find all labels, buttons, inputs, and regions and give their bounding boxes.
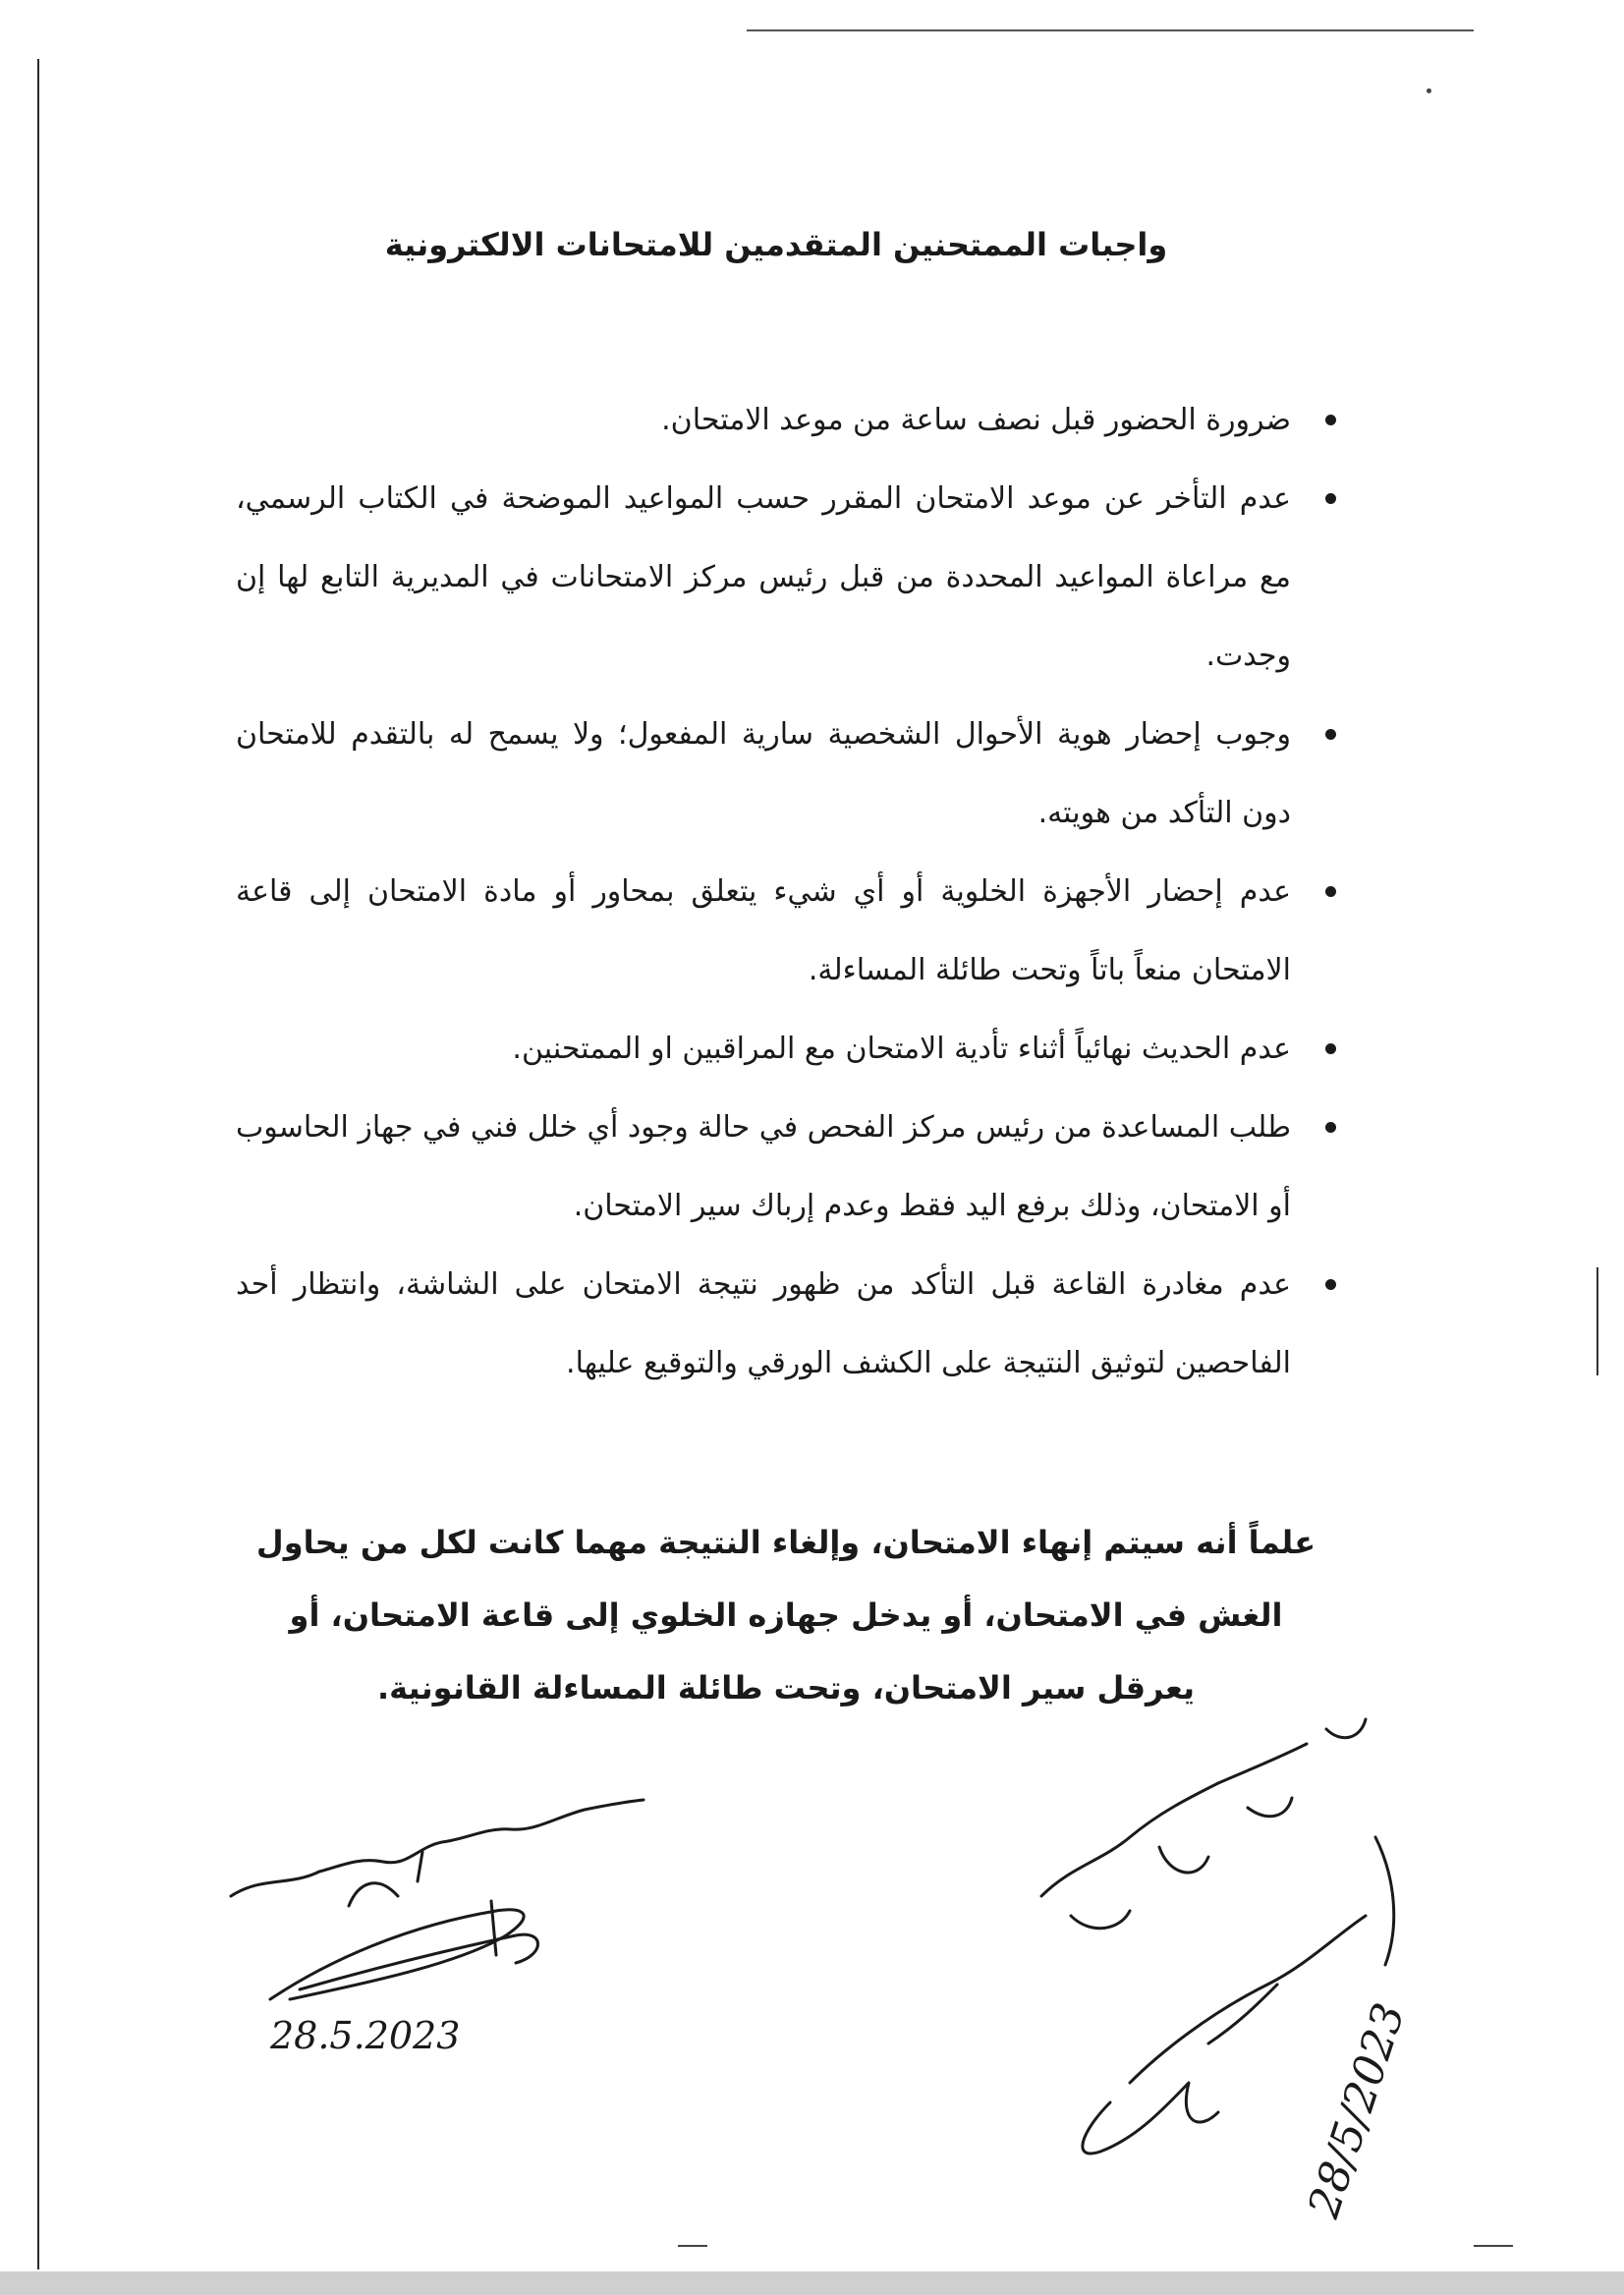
duty-text: عدم التأخر عن موعد الامتحان المقرر حسب المواعيد الموضحة في الكتاب الرسمي، مع مراعاة المواعيد المحددة من قبل رئيس مركز الامتحانات في المديرية التابع لها إن وجدت. <box>236 481 1291 673</box>
bullet-icon <box>1325 1122 1336 1133</box>
bullet-icon <box>1325 886 1336 897</box>
right-signature-date: 28/5/2023 <box>1298 1997 1416 2224</box>
document-page <box>236 196 1336 1724</box>
duty-item <box>236 381 1336 460</box>
scan-left-edge <box>37 59 39 2269</box>
duty-item <box>236 1246 1336 1403</box>
left-signature-date: 28.5.2023 <box>270 2014 461 2057</box>
scan-dash <box>678 2245 707 2247</box>
right-signature <box>1012 1690 1523 2240</box>
bullet-icon <box>1325 415 1336 425</box>
document-title: واجبات الممتحنين المتقدمين للامتحانات الالكترونية <box>384 226 1168 263</box>
bullet-icon <box>1325 729 1336 740</box>
scan-bottom-band <box>0 2271 1624 2295</box>
left-signature-drawing <box>211 1788 653 2063</box>
bullet-icon <box>1325 1043 1336 1054</box>
scan-right-mark <box>1596 1267 1598 1375</box>
right-signature-drawing <box>1012 1690 1523 2240</box>
duty-item <box>236 1010 1336 1089</box>
scan-dash <box>1474 2245 1513 2247</box>
duty-text: عدم الحديث نهائياً أثناء تأدية الامتحان مع المراقبين او الممتحنين. <box>512 1032 1291 1066</box>
duty-item <box>236 460 1336 696</box>
warning-notice: علماً أنه سيتم إنهاء الامتحان، وإلغاء النتيجة مهما كانت لكل من يحاول الغش في الامتحان، أو يدخل جهازه الخلوي إلى قاعة الامتحان، أو يعرقل سير الامتحان، وتحت طائلة المساءلة القانونية. <box>255 1524 1316 1707</box>
duty-text: ضرورة الحضور قبل نصف ساعة من موعد الامتحان. <box>661 403 1291 437</box>
scan-dot <box>1427 88 1431 93</box>
bullet-icon <box>1325 493 1336 504</box>
duty-item <box>236 853 1336 1010</box>
duty-text: عدم مغادرة القاعة قبل التأكد من ظهور نتيجة الامتحان على الشاشة، وانتظار أحد الفاحصين لتوثيق النتيجة على الكشف الورقي والتوقيع عليها. <box>236 1267 1291 1380</box>
duty-text: عدم إحضار الأجهزة الخلوية أو أي شيء يتعلق بمحاور أو مادة الامتحان إلى قاعة الامتحان منعاً باتاً وتحت طائلة المساءلة. <box>236 874 1291 987</box>
duty-text: طلب المساعدة من رئيس مركز الفحص في حالة وجود أي خلل فني في جهاز الحاسوب أو الامتحان، وذلك برفع اليد فقط وعدم إرباك سير الامتحان. <box>236 1110 1291 1223</box>
bullet-icon <box>1325 1279 1336 1290</box>
left-signature <box>211 1788 653 2063</box>
duty-item <box>236 696 1336 853</box>
duty-text: وجوب إحضار هوية الأحوال الشخصية سارية المفعول؛ ولا يسمح له بالتقدم للامتحان دون التأكد من هويته. <box>236 717 1291 830</box>
duty-item <box>236 1089 1336 1246</box>
duties-list <box>236 381 1336 1403</box>
scan-top-rule <box>747 29 1474 31</box>
